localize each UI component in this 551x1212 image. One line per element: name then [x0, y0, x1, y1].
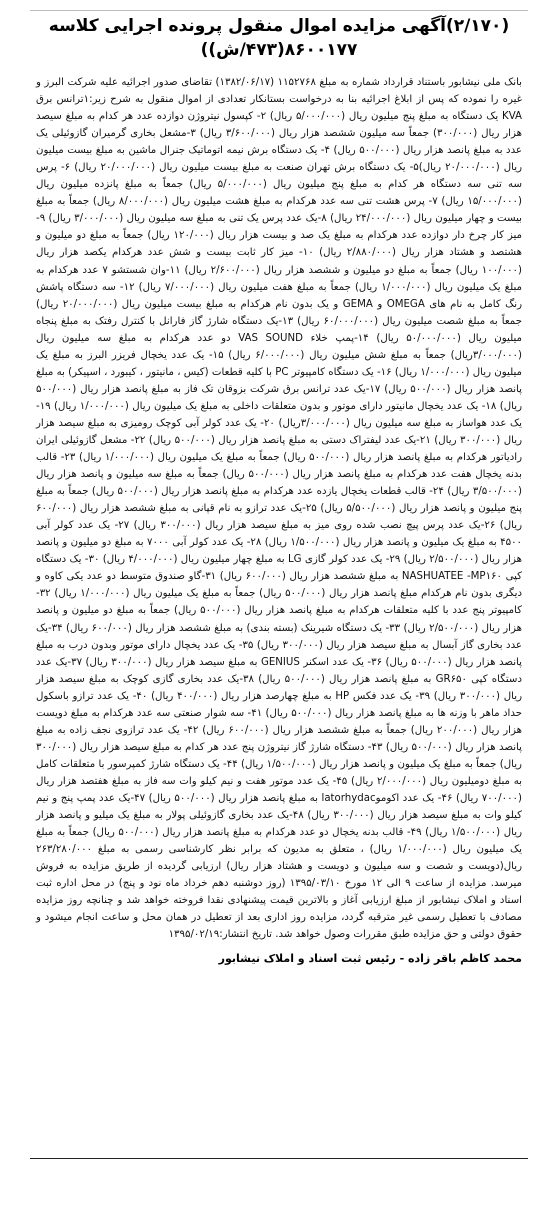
- bottom-divider: [30, 1158, 528, 1159]
- notice-title: (۲/۱۷۰)آگهی مزایده اموال منقول پرونده اجرایی کلاسه ۸۶۰۰۱۷۷(۴۷۳/ش)): [48, 16, 510, 60]
- auction-notice: [30, 14, 528, 1169]
- top-divider: [30, 10, 528, 11]
- notice-body: بانک ملی نیشابور باستناد قرارداد شماره به مبلغ ۱۱۵۲۷۶۸ (۱۳۸۲/۰۶/۱۷) تقاضای صدور اجرائیه علیه شرکت البرز و غیره را نموده که پس از ابلاغ اجرائیه بنا به درخواست بستانکار تعدادی از اموال منقول به شرح زیر:۱ترانس برق KVA یک دستگاه به مبلغ پنج میلیون ریال (۵/۰۰۰/۰۰۰ ریال) ۲- کپسول نیتروژن دوازده عدد هر کدام به مبلغ سیصد هزار ریال (۳۰۰/۰۰۰) جمعاً سه میلیون ششصد هزار ریال (۳/۶۰۰/۰۰۰ ریال) ۳-مشعل بخاری گرمیران گازوئیلی یک عدد به مبلغ پانصد هزار ریال (۵۰۰/۰۰۰ ریال) ۴- یک دستگاه برش نیمه اتوماتیک جنرال ماشین به مبلغ بیست میلیون ریال (۲۰/۰۰۰/۰۰۰ ریال)۵- یک دستگاه برش تهران صنعت به مبلغ بیست میلیون ریال (۲۰/۰۰۰/۰۰۰ ریال) ۶- پرس سه تنی سه دستگاه هر کدام به مبلغ پنج میلیون ریال (۵/۰۰۰/۰۰۰ ریال) جمعاً به مبلغ پانزده میلیون ریال (۱۵/۰۰۰/۰۰۰ ریال) ۷- پرس هشت تنی سه عدد هرکدام به مبلغ هشت میلیون ریال (۸/۰۰۰/۰۰۰ ریال) جمعاً به مبلغ بیست و چهار میلیون ریال (۲۴/۰۰۰/۰۰۰ ریال) ۸-یک عدد پرس یک تنی به مبلغ سه میلیون ریال (۳/۰۰۰/۰۰۰ ریال) ۹- میز کار چرخ دار دوازده عدد هرکدام به مبلغ یک صد و بیست هزار ریال (۱۲۰/۰۰۰ ریال) جمعاً به مبلغ دو میلیون و هشتصد و هشتاد هزار ریال (۲/۸۸۰/۰۰۰ ریال) ۱۰- میز کار ثابت بیست و شش عدد هرکدام یکصد هزار ریال (۱۰۰/۰۰۰ ریال) جمعاً به مبلغ دو میلیون و ششصد هزار ریال (۲/۶۰۰/۰۰۰ ریال) ۱۱-وان شستشو ۷ عدد هرکدام به مبلغ یک میلیون ریال (۱/۰۰۰/۰۰۰ ریال) جمعاً به مبلغ هفت میلیون ریال (۷/۰۰۰/۰۰۰ ریال) ۱۲- سه دستگاه پاشش رنگ کامل به نام های OMEGA و GEMA و یک بدون نام هرکدام به مبلغ بیست میلیون ریال (۲۰/۰۰۰/۰۰۰ ریال) جمعاً به مبلغ شصت میلیون ریال (۶۰/۰۰۰/۰۰۰ ریال) ۱۳-یک دستگاه شارژ گاز فارانل با کنترل رفتک به مبلغ پنجاه میلیون ریال (۵۰/۰۰۰/۰۰۰ ریال) ۱۴-پمپ خلاء VAS SOUND دو عدد هرکدام به مبلغ سه میلیون ریال (۳/۰۰۰/۰۰۰ریال) جمعاً به مبلغ شش میلیون ریال (۶/۰۰۰/۰۰۰ ریال) ۱۵- یک عدد یخچال فریزر البرز به مبلغ یک میلیون ریال (۱/۰۰۰/۰۰۰ ریال) ۱۶- یک دستگاه کامپیوتر PC با کلیه قطعات (کیس ، مانیتور ، کیبورد ، اسپیکر) به مبلغ پانصد هزار ریال (۵۰۰/۰۰۰ ریال) ۱۷-یک عدد ترانس برق شرکت بزوقان تک فاز به مبلغ پانصد هزار ریال (۵۰۰/۰۰۰ ریال) ۱۸- یک عدد یخچال مانیتور دارای موتور و بدون متعلقات داخلی به مبلغ یک میلیون ریال (۱/۰۰۰/۰۰۰ ریال) ۱۹-یک عدد هواساز به مبلغ سه میلیون ریال (۳/۰۰۰/۰۰۰ریال) ۲۰- یک عدد کولر آبی کوچک رومیزی به مبلغ سیصد هزار ریال (۳۰۰/۰۰۰ ریال) ۲۱-یک عدد لیفتراک دستی به مبلغ پانصد هزار ریال (۵۰۰/۰۰۰ ریال) ۲۲- مشعل گازوئیلی ایران رادیاتور هرکدام به مبلغ پانصد هزار ریال (۵۰۰/۰۰۰ ریال) جمعاً به مبلغ یک میلیون ریال (۱/۰۰۰/۰۰۰ ریال) ۲۳- قالب بدنه یخچال هفت عدد هرکدام به مبلغ پانصد هزار ریال (۵۰۰/۰۰۰ ریال) جمعاً به مبلغ سه میلیون و پانصد هزار ریال (۳/۵۰۰/۰۰۰ ریال) ۲۴- قالب قطعات یخچال یازده عدد هرکدام به مبلغ پانصد هزار ریال (۵۰۰/۰۰۰ ریال) جمعاً به مبلغ پنج میلیون و پانصد هزار ریال (۵/۵۰۰/۰۰۰ ریال) ۲۵-یک عدد ترازو به نام قپانی به مبلغ ششصد هزار ریال (۶۰۰/۰۰۰ ریال) ۲۶-یک عدد پرس پیچ نصب شده روی میز به مبلغ سیصد هزار ریال (۳۰۰/۰۰۰ ریال) ۲۷- یک عدد کولر آبی ۴۵۰۰ به مبلغ یک میلیون و پانصد هزار ریال (۱/۵۰۰/۰۰۰ ریال) ۲۸- یک عدد کولر آبی ۷۰۰۰ به مبلغ دو میلیون و پانصد هزار ریال (۲/۵۰۰/۰۰۰ ریال) ۲۹- یک عدد کولر گازی LG به مبلغ چهار میلیون ریال (۴/۰۰۰/۰۰۰ ریال) ۳۰- یک دستگاه کپی NASHUATEE -MP۱۶۰ به مبلغ ششصد هزار ریال (۶۰۰/۰۰۰ ریال) ۳۱-گاو صندوق متوسط دو عدد یکی کاوه و دیگری بدون نام هرکدام مبلغ پانصد هزار ریال (۵۰۰/۰۰۰ ریال) جمعاً به مبلغ یک میلیون ریال (۱/۰۰۰/۰۰۰ ریال) ۳۲- کامپیوتر پنج عدد با کلیه متعلقات هرکدام به مبلغ پانصد هزار ریال (۵۰۰/۰۰۰ ریال) جمعاً به مبلغ دو میلیون و پانصد هزار ریال (۲/۵۰۰/۰۰۰ ریال) ۳۳- یک دستگاه شیرینک (بسته بندی) به مبلغ ششصد هزار ریال (۶۰۰/۰۰۰ ریال) ۳۴-یک عدد بخاری گاز آبسال به مبلغ سیصد هزار ریال (۳۰۰/۰۰۰ ریال) ۳۵- یک عدد یخچال دارای موتور وبدون درب به مبلغ پانصد هزار ریال (۵۰۰/۰۰۰ ریال) ۳۶- یک عدد اسکنر GENIUS به مبلغ سیصد هزار ریال (۳۰۰/۰۰۰ ریال) ۳۷-یک عدد دستگاه کپی GR۶۵۰ به مبلغ پانصد هزار ریال (۵۰۰/۰۰۰ ریال) ۳۸-یک عدد بخاری گازی کوچک به مبلغ سیصد هزار ریال (۳۰۰/۰۰۰ ریال) ۳۹- یک عدد فکس HP به مبلغ چهارصد هزار ریال (۴۰۰/۰۰۰ ریال) ۴۰- یک عدد ترازو باسکول حداد ماهر با وزنه ها به مبلغ پانصد هزار ریال (۵۰۰/۰۰۰ ریال) ۴۱- سه شوار صنعتی سه عدد هرکدام به مبلغ دویست هزار ریال (۲۰۰/۰۰۰ ریال) جمعاً به مبلغ ششصد هزار ریال (۶۰۰/۰۰۰ ریال) ۴۲- یک عدد ترازوی نجف زاده به مبلغ پانصد هزار ریال (۵۰۰/۰۰۰ ریال) ۴۳- دستگاه شارژ گاز نیتروژن پنج عدد هر کدام به مبلغ سیصد هزار ریال (۳۰۰/۰۰۰ ریال) جمعاً به مبلغ یک میلیون و پانصد هزار ریال (۱/۵۰۰/۰۰۰ ریال) ۴۴- یک دستگاه شارژ کمپرسور با متعلقات کامل به مبلغ دومیلیون ریال (۲/۰۰۰/۰۰۰ ریال) ۴۵- یک عدد موتور هفت و نیم کیلو وات سه فاز به مبلغ هفتصد هزار ریال (۷۰۰/۰۰۰ ریال) ۴۶- یک عدد اکوموlatorhydac به مبلغ پانصد هزار ریال (۵۰۰/۰۰۰ ریال) ۴۷-یک عدد پمپ پنج و نیم کیلو وات به مبلغ سیصد هزار ریال (۳۰۰/۰۰۰ ریال) ۴۸-یک عدد بخاری گازوئیلی پولار به مبلغ یک میلیو و پانصد هزار ریال (۱/۵۰۰/۰۰۰ ریال) ۴۹- قالب بدنه یخچال دو عدد هرکدام به مبلغ پانصد هزار ریال (۵۰۰/۰۰۰ ریال) جمعاً به مبلغ یک میلیون ریال (۱/۰۰۰/۰۰۰ ریال) ، متعلق به مدیون که برابر نظر کارشناسی رسمی به مبلغ ۲۶۳/۲۸۰/۰۰۰ ریال(دویست و شصت و سه میلیون و دویست و هشتاد هزار ریال) ارزیابی گردیده از طریق مزایده به فروش میرسد. مزایده از ساعت ۹ الی ۱۲ مورخ ۱۳۹۵/۰۳/۱۰ (روز دوشنبه دهم خرداد ماه نود و پنج) در محل اداره ثبت اسناد و املاک نیشابور از مبلغ ارزیابی آغاز و بالاترین قیمت پیشنهادی نقدا فروخته خواهد شد و چنانچه روز مزایده مصادف با تعطیل رسمی غیر مترقبه گردد، مزایده روز اداری بعد از تعطیل در همان محل و ساعت انجام میشود و حقوق دولتی و حق مزایده طبق مقررات وصول خواهد شد. تاریخ انتشار:۱۳۹۵/۰۲/۱۹: [36, 77, 523, 941]
- notice-signature: محمد کاظم باقر زاده - رئیس ثبت اسناد و املاک نیشابور: [218, 952, 522, 966]
